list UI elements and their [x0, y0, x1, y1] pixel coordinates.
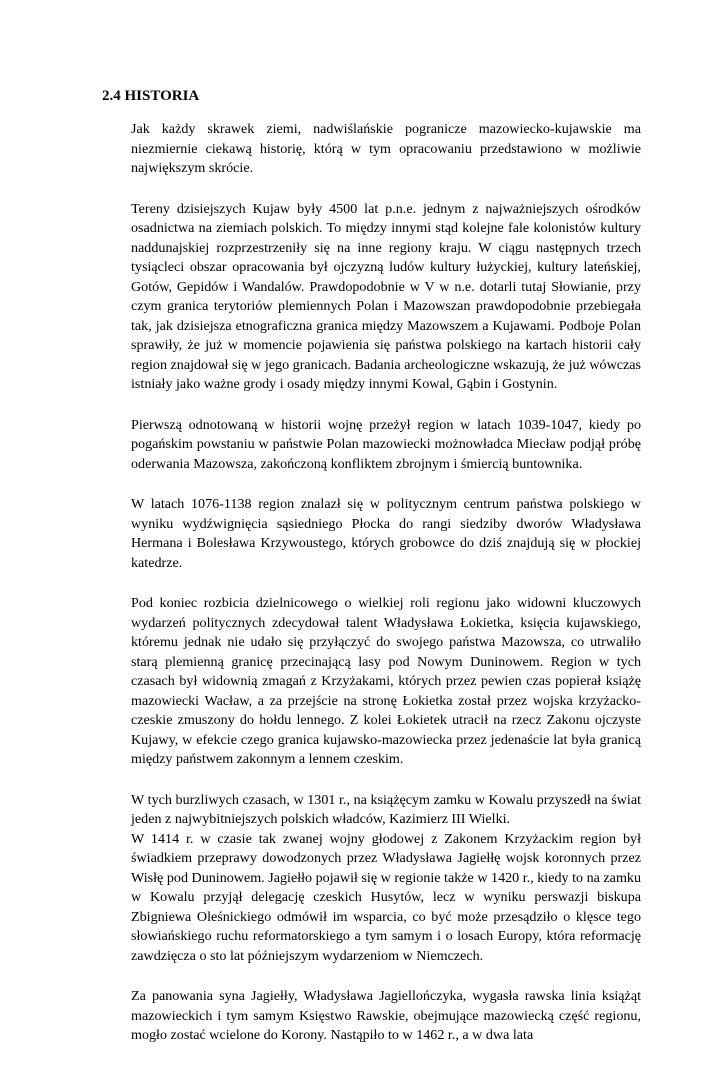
paragraph-lokietek: Pod koniec rozbicia dzielnicowego o wielkiej roli regionu jako widowni kluczowych wydarzeń politycznych zdecydował talent Władysława Łokietka, księcia kujawskiego, któremu jednak nie udało się przyłączyć do swojego państwa Mazowsza, co utrwaliło starą plemienną granicę przecinającą lasy pod Nowym Duninowem. Region w tych czasach był widownią zmagań z Krzyżakami, których przez pewien czas popierał książę mazowiecki Wacław, a za przejście na stronę Łokietka został przez wojska krzyżacko-czeskie zmuszony do hołdu lennego. Z kolei Łokietek utracił na rzecz Zakonu ojczyste Kujawy, w efekcie czego granica kujawsko-mazowiecka przez jedenaście lat była granicą między państwem zakonnym a lennem czeskim.: [131, 595, 641, 767]
paragraph-prehistory: Tereny dzisiejszych Kujaw były 4500 lat p.n.e. jednym z najważniejszych ośrodków osadnictwa na ziemiach polskich. To między innymi stąd kolejne fale kolonistów kultury naddunajskiej rozprzestrzeniły się na inne regiony kraju. W ciągu następnych trzech tysiącleci obszar opracowania był ojczyzną ludów kultury łużyckiej, kultury lateńskiej, Gotów, Gepidów i Wandalów. Prawdopodobnie w V w n.e. dotarli tutaj Słowianie, przy czym granica terytoriów plemiennych Polan i Mazowszan prawdopodobnie przebiegała tak, jak dzisiejsza etnograficzna granica między Mazowszem a Kujawami. Podboje Polan sprawiły, że już w momencie pojawienia się państwa polskiego na kartach historii cały region znajdował się w jego granicach. Badania archeologiczne wskazują, że już wówczas istniały jako ważne grody i osady między innymi Kowal, Gąbin i Gostynin.: [131, 200, 641, 392]
paragraph-intro: Jak każdy skrawek ziemi, nadwiślańskie pogranicze mazowiecko-kujawskie ma niezmiernie ciekawą historię, którą w tym opracowaniu przedstawiono w możliwie największym skrócie.: [131, 121, 641, 176]
paragraph-jagiello: W 1414 r. w czasie tak zwanej wojny głodowej z Zakonem Krzyżackim region był świadkiem przeprawy dowodzonych przez Władysława Jagiełłę wojsk koronnych przez Wisłę pod Duninowem. Jagiełło pojawił się w regionie także w 1420 r., kiedy to na zamku w Kowalu przyjął delegację czeskich Husytów, lecz w wyniku perswazji biskupa Zbigniewa Oleśnickiego odmówił im wsparcia, co być może przesądziło o klęsce tego słowiańskiego ruchu reformatorskiego a tym samym i o losach Europy, która reformację zawdzięcza o sto lat późniejszym wydarzeniom w Niemczech.: [131, 830, 641, 964]
paragraph-first-war: Pierwszą odnotowaną w historii wojnę przeżył region w latach 1039-1047, kiedy po pogańskim powstaniu w państwie Polan mazowiecki możnowładca Miecław podjął próbę oderwania Mazowsza, zakończoną konfliktem zbrojnym i śmiercią buntownika.: [131, 416, 641, 472]
paragraph-kazimierz: W tych burzliwych czasach, w 1301 r., na książęcym zamku w Kowalu przyszedł na świat jeden z najwybitniejszych polskich władców, Kazimierz III Wielki.: [131, 791, 641, 827]
paragraph-plock-era: W latach 1076-1138 region znalazł się w politycznym centrum państwa polskiego w wyniku wydźwignięcia sąsiedniego Płocka do rangi siedziby dworów Władysława Hermana i Bolesława Krzywoustego, których grobowce do dziś znajdują się w płockiej katedrze.: [131, 496, 641, 571]
paragraph-jagiellonczyk: Za panowania syna Jagiełły, Władysława Jagiellończyka, wygasła rawska linia książąt mazowieckich i tym samym Księstwo Rawskie, obejmujące mazowiecką część regionu, mogło zostać wcielone do Korony. Nastąpiło to w 1462 r., a w dwa lata: [131, 988, 641, 1043]
section-heading: 2.4 HISTORIA: [102, 88, 200, 104]
section-body: [131, 120, 641, 1067]
